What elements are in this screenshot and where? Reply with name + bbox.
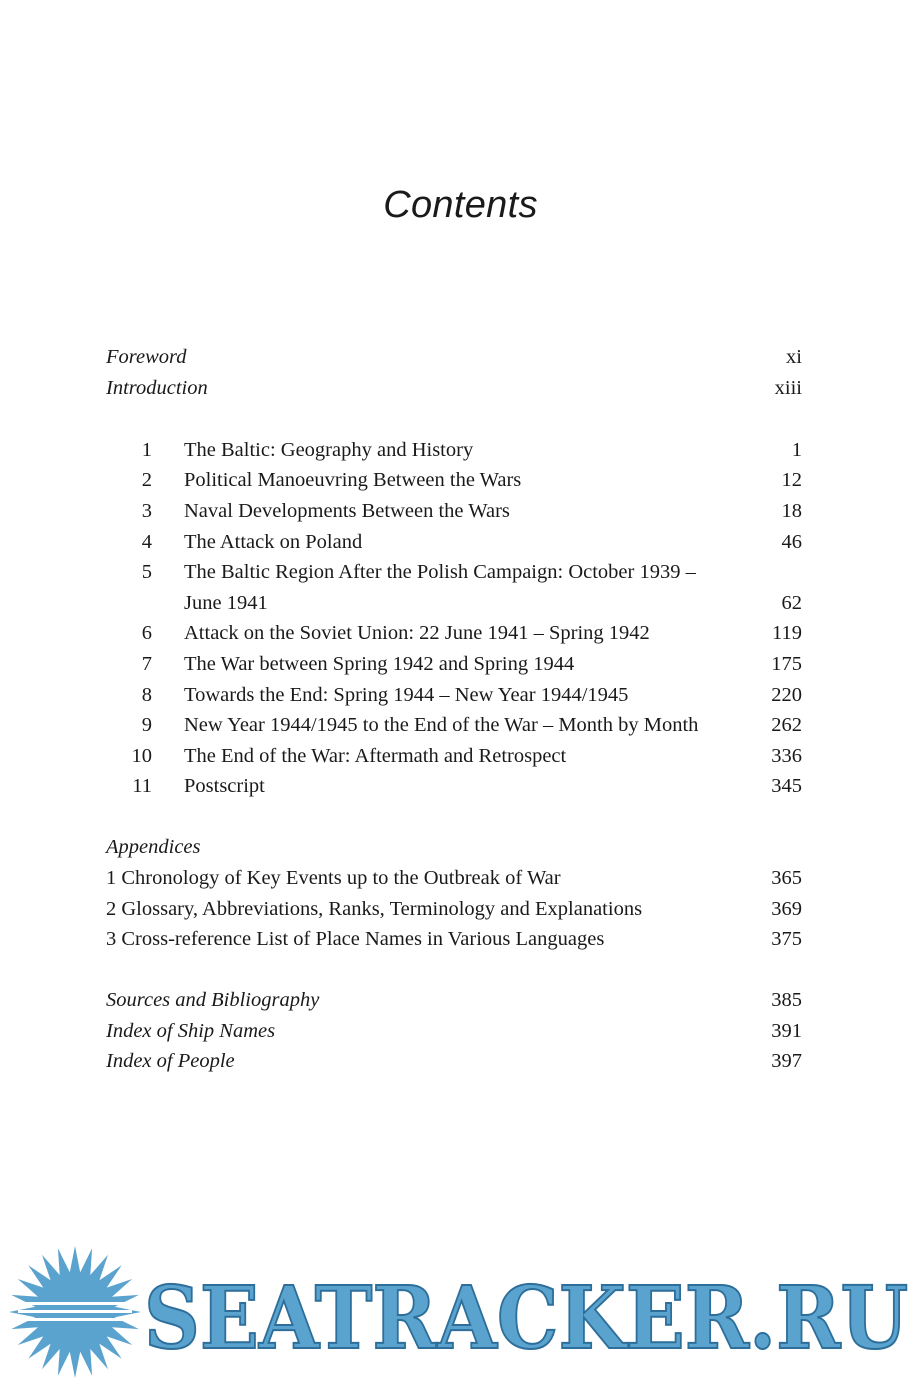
chapter-number: 1 [141, 439, 152, 461]
chapter-title: Attack on the Soviet Union: 22 June 1941 – Spring 1942 [184, 622, 650, 644]
appendix-page: 365 [771, 867, 802, 889]
appendix-page: 369 [771, 898, 802, 920]
toc-entry-index-people[interactable] [106, 1046, 802, 1077]
chapter-title: Postscript [184, 775, 265, 797]
appendices-heading-label: Appendices [106, 836, 201, 858]
toc-chapter-4[interactable] [106, 527, 802, 558]
chapter-number: 6 [141, 622, 152, 644]
chapter-page: 336 [771, 745, 802, 767]
appendix-label: 2 Glossary, Abbreviations, Ranks, Terminology and Explanations [106, 898, 643, 920]
appendix-page: 375 [771, 928, 802, 950]
toc-appendix-3[interactable] [106, 924, 802, 955]
chapter-page: 12 [781, 469, 802, 491]
toc-chapter-7[interactable] [106, 649, 802, 680]
entry-page: 391 [771, 1020, 802, 1042]
chapter-number: 5 [141, 561, 152, 583]
appendix-label: 3 Cross-reference List of Place Names in Various Languages [106, 928, 605, 950]
chapter-page: 220 [771, 684, 802, 706]
entry-label: Index of Ship Names [106, 1020, 276, 1042]
watermark-logo [0, 1232, 921, 1381]
sun-icon [9, 1246, 141, 1378]
toc-chapter-1[interactable] [106, 435, 802, 466]
chapter-number: 8 [141, 684, 152, 706]
chapter-title: Naval Developments Between the Wars [184, 500, 510, 522]
chapter-page: 46 [781, 531, 802, 553]
toc-appendix-2[interactable] [106, 894, 802, 925]
page-title: Contents [383, 184, 538, 226]
entry-label: Sources and Bibliography [106, 989, 320, 1011]
toc-entry-introduction[interactable] [106, 373, 802, 404]
chapter-page: 119 [772, 622, 802, 644]
toc-appendix-1[interactable] [106, 863, 802, 894]
chapter-title: The Baltic Region After the Polish Campaign: October 1939 – [184, 561, 696, 583]
entry-label: Introduction [106, 377, 208, 399]
entry-page: xi [786, 346, 802, 368]
watermark-text: SEATRACKER.RU [144, 1268, 908, 1369]
chapter-number: 9 [141, 714, 152, 736]
toc-chapter-6[interactable] [106, 618, 802, 649]
chapter-number: 11 [132, 775, 152, 797]
chapter-title: The End of the War: Aftermath and Retrospect [184, 745, 567, 767]
entry-label: Index of People [106, 1050, 235, 1072]
chapter-number: 2 [141, 469, 152, 491]
toc-chapter-5-continued[interactable] [106, 588, 802, 619]
chapter-title: The Attack on Poland [184, 531, 363, 553]
chapter-title-continued: June 1941 [184, 592, 268, 614]
chapter-page: 175 [771, 653, 802, 675]
chapter-number: 3 [141, 500, 152, 522]
toc-entry-foreword[interactable] [106, 342, 802, 373]
chapter-title: The War between Spring 1942 and Spring 1944 [184, 653, 575, 675]
chapter-title: Towards the End: Spring 1944 – New Year 1944/1945 [184, 684, 629, 706]
appendices-heading [106, 832, 802, 863]
toc-chapter-8[interactable] [106, 680, 802, 711]
entry-page: 397 [771, 1050, 802, 1072]
chapter-number: 4 [141, 531, 152, 553]
chapter-title: New Year 1944/1945 to the End of the War – Month by Month [184, 714, 699, 736]
chapter-page: 345 [771, 775, 802, 797]
entry-page: xiii [774, 377, 802, 399]
chapter-page: 62 [781, 592, 802, 614]
entry-page: 385 [771, 989, 802, 1011]
toc-chapter-11[interactable] [106, 771, 802, 802]
toc-chapter-10[interactable] [106, 741, 802, 772]
chapter-page: 262 [771, 714, 802, 736]
toc-chapter-2[interactable] [106, 465, 802, 496]
toc-chapter-5[interactable] [106, 557, 802, 588]
chapter-page: 1 [791, 439, 802, 461]
entry-label: Foreword [106, 346, 187, 368]
chapter-page: 18 [781, 500, 802, 522]
toc-chapter-9[interactable] [106, 710, 802, 741]
chapter-number: 10 [131, 745, 152, 767]
toc-chapter-3[interactable] [106, 496, 802, 527]
chapter-number: 7 [141, 653, 152, 675]
appendix-label: 1 Chronology of Key Events up to the Outbreak of War [106, 867, 561, 889]
chapter-title: The Baltic: Geography and History [184, 439, 474, 461]
chapter-title: Political Manoeuvring Between the Wars [184, 469, 522, 491]
toc-entry-sources[interactable] [106, 985, 802, 1016]
toc-entry-index-ships[interactable] [106, 1016, 802, 1047]
